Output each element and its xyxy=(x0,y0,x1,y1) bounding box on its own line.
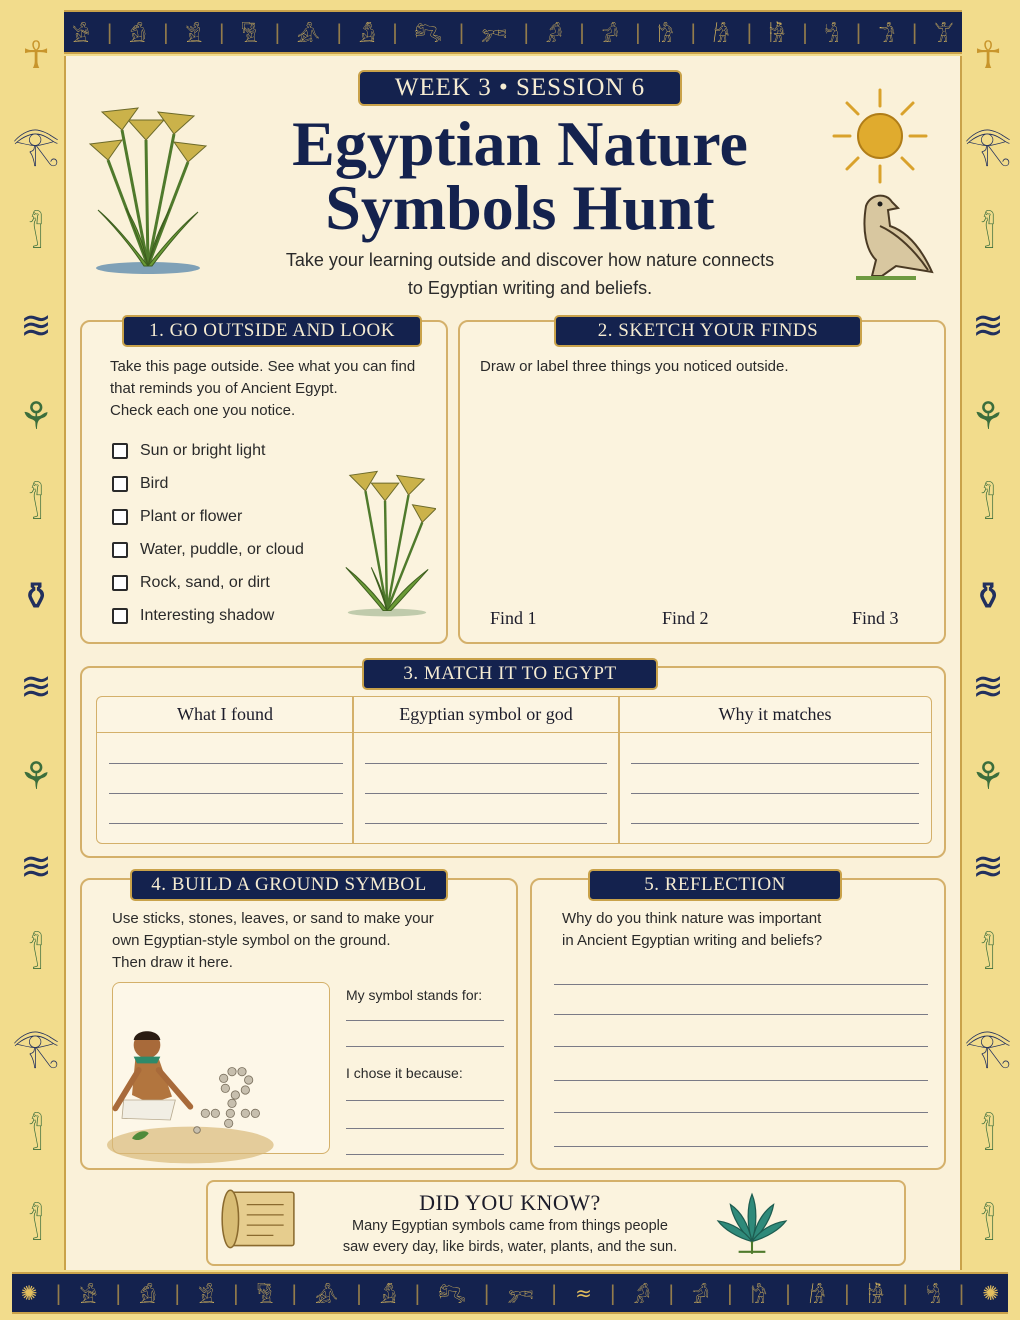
checklist-item[interactable] xyxy=(110,566,304,599)
checklist-item[interactable] xyxy=(110,599,304,632)
writing-line[interactable] xyxy=(554,984,928,985)
bottom-hieroglyph-border: ✺ | 𓀀 | 𓀁 | 𓀃 | 𓀅 | 𓀉 | 𓀋 | 𓀐 | 𓀒 | ≈ | 𓀔 | 𓀕 | 𓀗 | 𓀙 | 𓀛 | 𓀜 | ✺ xyxy=(12,1272,1008,1314)
top-hieroglyph-border: 𓀀 | 𓀁 | 𓀃 | 𓀅 | 𓀉 | 𓀋 | 𓀐 | 𓀒 | 𓀔 | 𓀕 | 𓀗 | 𓀙 | 𓀛 | 𓀜 | 𓀞 | 𓀠 xyxy=(64,10,962,54)
checkbox[interactable] xyxy=(112,542,128,558)
eye-of-horus-icon: 𓂀 xyxy=(964,1024,1012,1069)
eye-of-horus-icon: 𓂀 xyxy=(12,123,60,168)
checklist-item[interactable] xyxy=(110,467,304,500)
water-wave-icon: ≋ xyxy=(972,664,1004,709)
section-3-heading: 3. MATCH IT TO EGYPT xyxy=(362,658,658,690)
reflection-question xyxy=(562,908,922,952)
lotus-icon: ⚘ xyxy=(970,393,1006,438)
did-you-know-title: DID YOU KNOW? xyxy=(419,1190,601,1215)
writing-line[interactable] xyxy=(631,763,919,764)
eye-of-horus-icon: 𓂀 xyxy=(12,1024,60,1069)
section-1-heading: 1. GO OUTSIDE AND LOOK xyxy=(122,315,422,347)
pharaoh-figure-icon: 𓀾 xyxy=(28,483,44,528)
writing-line[interactable] xyxy=(109,793,343,794)
left-decorative-border xyxy=(10,10,62,1272)
writing-line[interactable] xyxy=(346,1128,504,1129)
vase-icon: ⚱ xyxy=(20,573,52,618)
lotus-icon: ⚘ xyxy=(18,393,54,438)
instruction-line: Check each one you notice. xyxy=(110,402,296,419)
lotus-icon: ⚘ xyxy=(18,754,54,799)
water-wave-icon: ≋ xyxy=(972,303,1004,348)
column-header-what-i-found: What I found xyxy=(97,697,353,733)
nature-checklist xyxy=(110,434,304,632)
checkbox[interactable] xyxy=(112,575,128,591)
papyrus-plant-icon xyxy=(338,460,436,620)
writing-line[interactable] xyxy=(554,1014,928,1015)
papyrus-plant-icon xyxy=(88,90,208,276)
writing-line[interactable] xyxy=(109,763,343,764)
papyrus-scroll-icon xyxy=(216,1186,298,1258)
did-you-know-text xyxy=(300,1216,720,1258)
water-wave-icon: ≋ xyxy=(20,844,52,889)
writing-line[interactable] xyxy=(109,823,343,824)
match-table xyxy=(96,696,932,844)
pharaoh-figure-icon: 𓀾 xyxy=(980,934,996,979)
page-subtitle xyxy=(250,246,810,302)
writing-line[interactable] xyxy=(631,823,919,824)
checklist-item[interactable] xyxy=(110,533,304,566)
subtitle-line-1: Take your learning outside and discover how nature connects xyxy=(285,250,775,270)
right-decorative-border xyxy=(962,10,1014,1272)
lotus-flower-icon xyxy=(716,1190,788,1256)
water-wave-icon: ≋ xyxy=(20,303,52,348)
writing-line[interactable] xyxy=(346,1046,504,1047)
writing-line[interactable] xyxy=(365,763,607,764)
fact-line: Many Egyptian symbols came from things people xyxy=(352,1218,668,1234)
section-4-instructions xyxy=(112,908,492,974)
checklist-label: Interesting shadow xyxy=(140,606,275,624)
vase-icon: ⚱ xyxy=(972,573,1004,618)
pharaoh-figure-icon: 𓀾 xyxy=(980,483,996,528)
column-divider xyxy=(352,697,354,843)
pharaoh-figure-icon: 𓀾 xyxy=(980,213,996,258)
writing-line[interactable] xyxy=(365,823,607,824)
ankh-icon: ☥ xyxy=(973,33,1003,78)
section-4-heading: 4. BUILD A GROUND SYMBOL xyxy=(130,869,448,901)
symbol-meaning-prompt: My symbol stands for: xyxy=(346,987,483,1003)
writing-line[interactable] xyxy=(346,1154,504,1155)
writing-line[interactable] xyxy=(365,793,607,794)
section-1-instructions xyxy=(110,356,440,422)
pharaoh-figure-icon: 𓀾 xyxy=(28,213,44,258)
checklist-label: Sun or bright light xyxy=(140,441,266,459)
writing-line[interactable] xyxy=(346,1100,504,1101)
instruction-line: that reminds you of Ancient Egypt. xyxy=(110,380,338,397)
fact-line: saw every day, like birds, water, plants, and the sun. xyxy=(342,1239,678,1255)
instruction-line: Use sticks, stones, leaves, or sand to make your xyxy=(112,910,434,927)
subtitle-line-2: to Egyptian writing and beliefs. xyxy=(407,278,653,298)
writing-line[interactable] xyxy=(554,1146,928,1147)
lotus-icon: ⚘ xyxy=(970,754,1006,799)
find-2-label: Find 2 xyxy=(662,608,709,628)
checklist-label: Water, puddle, or cloud xyxy=(140,540,304,558)
question-line: in Ancient Egyptian writing and beliefs? xyxy=(562,932,823,949)
falcon-icon xyxy=(836,186,936,282)
instruction-line: Take this page outside. See what you can find xyxy=(110,358,416,375)
checklist-label: Bird xyxy=(140,474,169,492)
pharaoh-figure-icon: 𓀾 xyxy=(980,1114,996,1159)
pharaoh-figure-icon: 𓀾 xyxy=(980,1204,996,1249)
page-title xyxy=(230,108,810,243)
writing-line[interactable] xyxy=(554,1046,928,1047)
writing-line[interactable] xyxy=(554,1080,928,1081)
checklist-item[interactable] xyxy=(110,500,304,533)
ankh-icon: ☥ xyxy=(21,33,51,78)
title-line-1: Egyptian Nature xyxy=(292,108,748,179)
section-2-instructions: Draw or label three things you noticed outside. xyxy=(480,358,789,375)
writing-line[interactable] xyxy=(631,793,919,794)
section-2-heading: 2. SKETCH YOUR FINDS xyxy=(554,315,862,347)
sun-icon xyxy=(832,88,928,184)
title-line-2: Symbols Hunt xyxy=(325,172,715,243)
child-building-symbol-illustration xyxy=(82,1020,282,1170)
section-5-heading: 5. REFLECTION xyxy=(588,869,842,901)
instruction-line: Then draw it here. xyxy=(112,954,233,971)
pharaoh-figure-icon: 𓀾 xyxy=(28,1114,44,1159)
pharaoh-figure-icon: 𓀾 xyxy=(28,1204,44,1249)
pharaoh-figure-icon: 𓀾 xyxy=(28,934,44,979)
checkbox[interactable] xyxy=(112,443,128,459)
checklist-label: Rock, sand, or dirt xyxy=(140,573,270,591)
writing-line[interactable] xyxy=(346,1020,504,1021)
checklist-item[interactable] xyxy=(110,434,304,467)
column-header-why-it-matches: Why it matches xyxy=(619,697,931,733)
column-header-egyptian-symbol: Egyptian symbol or god xyxy=(353,697,619,733)
water-wave-icon: ≋ xyxy=(972,844,1004,889)
column-divider xyxy=(618,697,620,843)
eye-of-horus-icon: 𓂀 xyxy=(964,123,1012,168)
water-wave-icon: ≋ xyxy=(20,664,52,709)
checkbox[interactable] xyxy=(112,509,128,525)
find-1-label: Find 1 xyxy=(490,608,537,628)
writing-line[interactable] xyxy=(554,1112,928,1113)
question-line: Why do you think nature was important xyxy=(562,910,822,927)
week-session-banner: WEEK 3 • SESSION 6 xyxy=(358,70,682,106)
checkbox[interactable] xyxy=(112,608,128,624)
checkbox[interactable] xyxy=(112,476,128,492)
checklist-label: Plant or flower xyxy=(140,507,243,525)
instruction-line: own Egyptian-style symbol on the ground. xyxy=(112,932,391,949)
symbol-reason-prompt: I chose it because: xyxy=(346,1065,463,1081)
find-3-label: Find 3 xyxy=(852,608,899,628)
